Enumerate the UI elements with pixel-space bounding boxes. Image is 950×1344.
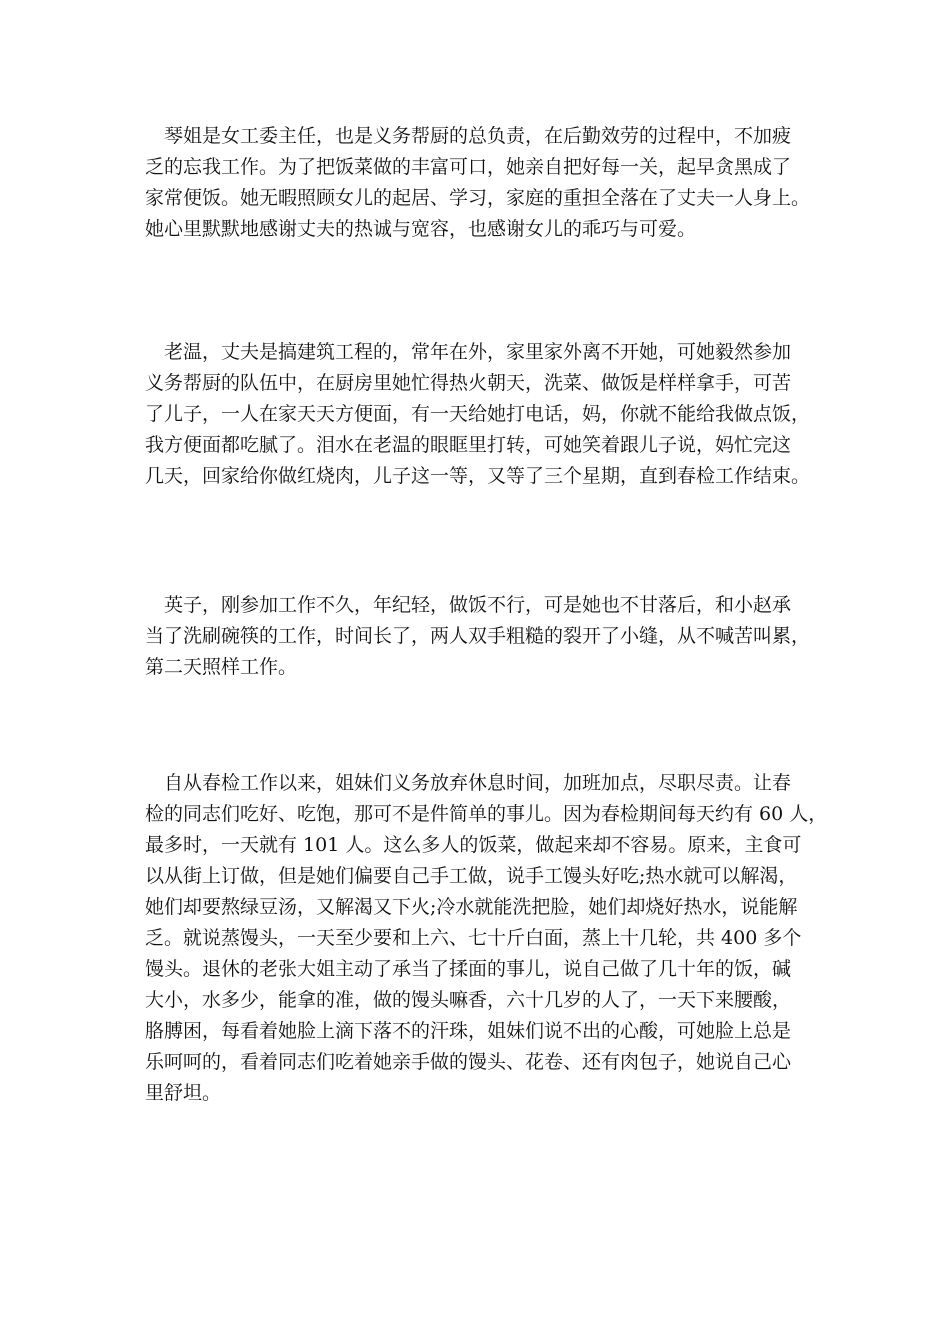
text-line: 馒头。退休的老张大姐主动了承当了揉面的事儿，说自己做了几十年的饭，碱 [145,958,792,980]
text-line: 大小，水多少，能拿的准，做的馒头嘛香，六十几岁的人了，一天下来腰酸， [145,989,792,1011]
text-line: 自从春检工作以来，姐妹们义务放弃休息时间，加班加点，尽职尽责。让春 [164,772,792,794]
paragraph-2 [145,337,815,492]
text-line: 她们却要熬绿豆汤，又解渴又下火;冷水就能洗把脸，她们却烧好热水，说能解 [145,896,798,918]
text-line: 当了洗刷碗筷的工作，时间长了，两人双手粗糙的裂开了小缝，从不喊苦叫累， [145,625,811,647]
text-line: 里舒坦。 [145,1082,222,1104]
paragraph-4 [145,768,828,1109]
text-line: 检的同志们吃好、吃饱，那可不是件简单的事儿。因为春检期间每天约有 60 人， [145,803,828,825]
text-line: 了儿子，一人在家天天方便面，有一天给她打电话，妈，你就不能给我做点饭， [145,403,811,425]
text-line: 以从街上订做，但是她们偏要自己手工做，说手工馒头好吃;热水就可以解渴， [145,865,798,887]
text-line: 乏。就说蒸馒头，一天至少要和上六、七十斤白面，蒸上十几轮，共 400 多个 [145,927,802,949]
paragraph-3 [145,590,815,683]
text-line: 她心里默默地感谢丈夫的热诚与宽容，也感谢女儿的乖巧与可爱。 [145,218,697,240]
text-line: 最多时，一天就有 101 人。这么多人的饭菜，做起来却不容易。原来，主食可 [145,834,802,856]
text-line: 胳膊困，每看着她脸上滴下落不的汗珠，姐妹们说不出的心酸，可她脸上总是 [145,1020,792,1042]
text-line: 老温，丈夫是搞建筑工程的，常年在外，家里家外离不开她，可她毅然参加 [164,341,792,363]
text-line: 义务帮厨的队伍中，在厨房里她忙得热火朝天，洗菜、做饭是样样拿手，可苦 [145,372,792,394]
paragraph-1 [145,121,815,245]
text-line: 家常便饭。她无暇照顾女儿的起居、学习，家庭的重担全落在了丈夫一人身上。 [145,187,811,209]
text-line: 乏的忘我工作。为了把饭菜做的丰富可口，她亲自把好每一关，起早贪黑成了 [145,156,792,178]
text-line: 几天，回家给你做红烧肉，儿子这一等，又等了三个星期，直到春检工作结束。 [145,465,811,487]
text-line: 我方便面都吃腻了。泪水在老温的眼眶里打转，可她笑着跟儿子说，妈忙完这 [145,434,792,456]
text-line: 英子，刚参加工作不久，年纪轻，做饭不行，可是她也不甘落后，和小赵承 [164,594,792,616]
text-line: 琴姐是女工委主任，也是义务帮厨的总负责，在后勤效劳的过程中，不加疲 [164,125,792,147]
text-line: 乐呵呵的，看着同志们吃着她亲手做的馒头、花卷、还有肉包子，她说自己心 [145,1051,792,1073]
text-line: 第二天照样工作。 [145,656,298,678]
